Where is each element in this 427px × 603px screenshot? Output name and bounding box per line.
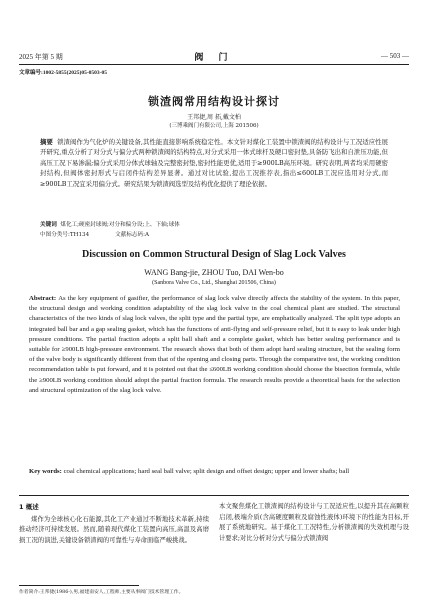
- affiliation-en: (Sanbora Valve Co., Ltd., Shanghai 201506, China): [152, 280, 276, 286]
- abstract-en-label: Abstract:: [29, 295, 57, 302]
- keywords-cn-label: 关键词: [40, 222, 57, 228]
- column-left: [19, 502, 209, 546]
- keywords-cn: [40, 221, 388, 229]
- body-rule: [19, 495, 409, 496]
- page-number: — 503 —: [381, 52, 409, 60]
- journal-name: 阀 门: [194, 53, 234, 63]
- article-number: 文章编号:1002-5855(2025)05-0503-05: [19, 70, 107, 76]
- title-cn: 锁渣阀常用结构设计探讨: [148, 95, 280, 108]
- authors-en: WANG Bang-jie, ZHOU Tuo, DAI Wen-bo: [144, 268, 284, 277]
- issue-label: 2025 年第 5 期: [19, 53, 63, 61]
- keywords-en-label: Key words:: [29, 468, 62, 475]
- column-right: [219, 502, 409, 544]
- keywords-en: [29, 467, 400, 477]
- abstract-cn-label: 摘要: [40, 138, 53, 146]
- keywords-cn-text: 煤化工;硬密封球阀;对分和偏分设;上、下轴;球体: [60, 222, 180, 228]
- section-text-right: 本文聚焦煤化工锁渣阀的结构设计与工况适应性,以提升其在高颗粒启闭,极端介质(含高硬度颗粒及腐蚀性液体)环境下的性能为目标,开展了系统地研究。基于煤化工工况特性,分析锁渣阀的失效机理与设计要求;对比分析对分式与偏分式锁渣阀: [219, 503, 409, 542]
- authors-cn: 王邦捷,周 拓,戴文柏: [187, 114, 241, 121]
- affiliation-cn: (三博乘阀门有限公司,上海 201506): [169, 123, 259, 129]
- keywords-en-text: coal chemical applications; hard seal ball valve; split design and offset design; upper and lower shafts; ball: [63, 468, 350, 475]
- abstract-cn-text: 锁渣阀作为气化炉的关键设备,其性能直接影响系统稳定性。本文针对煤化工装置中锁渣阀的结构设计与工况适应性展开研究,重点分析了对分式与偏分式两种锁渣阀的结构特点,对分式采用一体式球杆及硬口密封垫,具备防飞出和自泄压功能,但高压工况下易渗漏;偏分式采用分体式球轴及完整密封垫,密封性能更优,适用于≥900LB高压环境。研究表明,两者均采用硬密封结构,但阀体密封形式与启闭件结构差异显著。通过对比试验,提出工况推荐表,指出≤600LB工况应选用对分式,而≥900LB工况宜采用偏分式。研究结果为锁渣阀选型及结构优化提供了理论依据。: [40, 138, 389, 188]
- running-header: [19, 50, 409, 64]
- title-en: Discussion on Common Structural Design of Slag Lock Valves: [82, 249, 346, 260]
- clc-number: 中图分类号:TH134: [40, 232, 90, 238]
- section-text-left: 煤作为全球核心化石能源,其化工产业通过不断地技术革新,持续推动经济可持续发展。然而,随着现代煤化工装置向高压,高温及高磨损工况的演进,关键设备锁渣阀的可靠性与寿命面临严峻挑战。: [19, 515, 209, 544]
- abstract-en: [29, 294, 400, 396]
- footnote-rule: [19, 585, 139, 586]
- classification: [40, 230, 388, 238]
- footnote: 作者简介:王邦捷(1986-),男,福建南安人,工程师,主要从事阀门技术管理工作。: [19, 590, 184, 595]
- abstract-en-text: As the key equipment of gasifier, the performance of slag lock valve directly affects the stability of the system. In this paper, the structural design and working condition adaptability of the slag lock valve in the coal chemical plant are studied. The structural characteristics of the two kinds of slag lock valves, the split type and the partial type, are emphatically analyzed. The split type adopts an integrated ball bar and a gap sealing gasket, which has the functions of anti-flying and self-pressure relief, but it is easy to leak under high pressure conditions. The partial fraction adopts a split ball shaft and a complete gasket, which has better sealing performance and is suitable for ≥900LB high-pressure environment. The research shows that both of them adopt hard sealing structure, but the sealing form of the valve body is significantly different from that of the opening and closing parts. Through the comparative test, the working condition recommendation table is put forward, and it is pointed out that the ≤600LB working condition should choose the bisection formula, while the ≥900LB working condition should adopt the partial fraction formula. The research results provide a theoretical basis for the selection and structural optimization of the slag lock valve.: [29, 295, 401, 394]
- document-code: 文献标志码:A: [115, 232, 150, 238]
- section-heading: 1 概述: [19, 503, 39, 511]
- header-rule: [19, 64, 409, 65]
- abstract-cn: [40, 137, 388, 189]
